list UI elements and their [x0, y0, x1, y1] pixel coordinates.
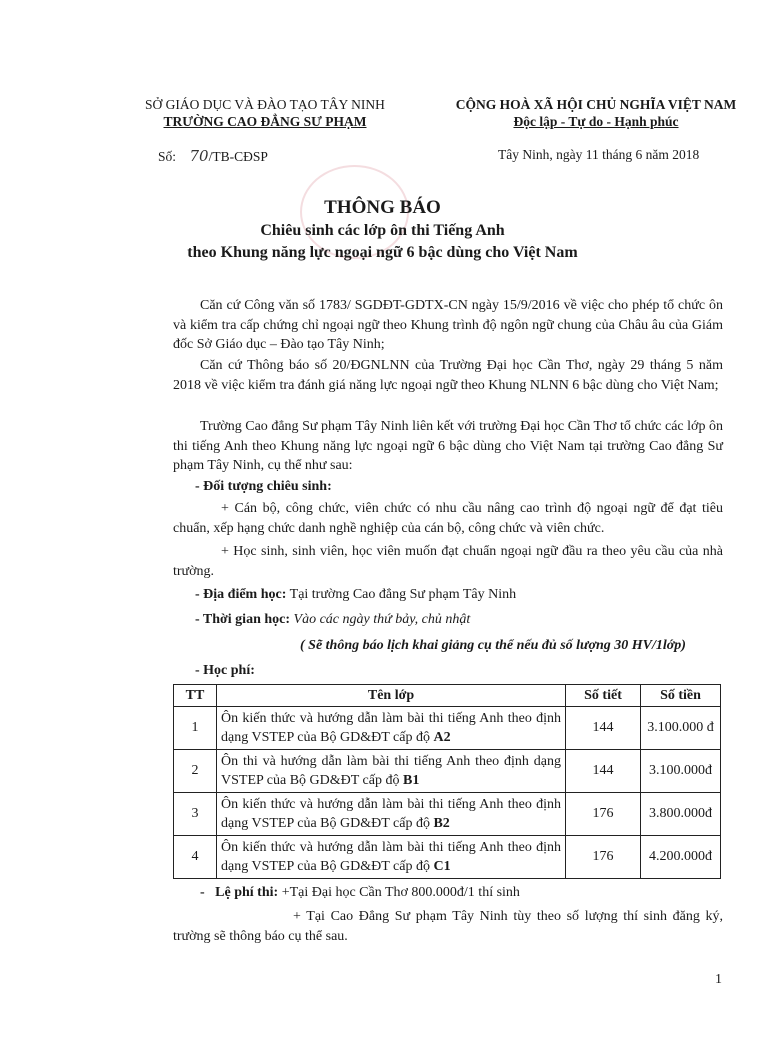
time-value: Vào các ngày thứ bảy, chủ nhật [290, 612, 471, 627]
class-name [217, 750, 566, 793]
class-fee: 3.100.000đ [641, 750, 721, 793]
class-level: A2 [433, 730, 451, 745]
table-row [174, 836, 721, 879]
fee-table [173, 684, 721, 879]
school-name: TRƯỜNG CAO ĐẲNG SƯ PHẠM [163, 114, 367, 129]
class-hours: 144 [566, 707, 641, 750]
class-name [217, 707, 566, 750]
page-number: 1 [715, 972, 722, 987]
class-description: Ôn kiến thức và hướng dẫn làm bài thi tiếng Anh theo định dạng VSTEP của Bộ GD&ĐT cấp độ [221, 797, 561, 831]
subtitle-line-2: theo Khung năng lực ngoại ngữ 6 bậc dùng cho Việt Nam [187, 244, 578, 261]
location-label: - Địa điểm học: [195, 587, 287, 602]
exam-fee-can-tho: +Tại Đại học Cần Thơ 800.000đ/1 thí sinh [278, 885, 520, 900]
col-header-fee: Số tiền [641, 685, 721, 707]
class-level: B1 [402, 773, 420, 788]
fee-table-header-row [174, 685, 721, 707]
row-number: 2 [174, 750, 217, 793]
class-hours: 176 [566, 836, 641, 879]
col-header-class-name: Tên lớp [217, 685, 566, 707]
ministry-name: SỞ GIÁO DỤC VÀ ĐÀO TẠO TÂY NINH [145, 97, 385, 112]
issuer-block [140, 96, 390, 130]
time-line [195, 610, 715, 630]
class-fee: 4.200.000đ [641, 836, 721, 879]
subtitle-line-1: Chiêu sinh các lớp ôn thi Tiếng Anh [260, 222, 505, 239]
paragraph-legal-basis-2: Căn cứ Thông báo số 20/ĐGNLNN của Trường Đại học Cần Thơ, ngày 29 tháng 5 năm 2018 về việc kiểm tra đánh giá năng lực ngoại ngữ theo Khung NLNN 6 bậc dùng cho Việt Nam; [173, 358, 723, 393]
row-number: 1 [174, 707, 217, 750]
col-header-hours: Số tiết [566, 685, 641, 707]
row-number: 4 [174, 836, 217, 879]
class-name [217, 793, 566, 836]
class-fee: 3.100.000 đ [641, 707, 721, 750]
document-number [158, 147, 268, 165]
doc-number-label: Số: [158, 149, 177, 164]
table-row [174, 707, 721, 750]
row-number: 3 [174, 793, 217, 836]
class-name [217, 836, 566, 879]
table-row [174, 793, 721, 836]
issue-date: Tây Ninh, ngày 11 tháng 6 năm 2018 [498, 147, 700, 162]
exam-fee-line: - Lệ phí thi: +Tại Đại học Cần Thơ 800.000đ/1 thí sinh [200, 885, 520, 900]
target-item-students: + Học sinh, sinh viên, học viên muốn đạt chuẩn ngoại ngữ đầu ra theo yêu cầu của nhà trường. [173, 544, 723, 579]
paragraph-announcement: Trường Cao đẳng Sư phạm Tây Ninh liên kết với trường Đại học Cần Thơ tổ chức các lớp ôn thi tiếng Anh theo Khung năng lực ngoại ngữ 6 bậc dùng cho Việt Nam tại trường Cao đẳng Sư phạm Tây Ninh, cụ thể như sau: [173, 419, 723, 473]
time-note: ( Sẽ thông báo lịch khai giảng cụ thể nếu đủ số lượng 30 HV/1lớp) [300, 638, 686, 653]
table-row [174, 750, 721, 793]
fee-heading: - Học phí: [195, 663, 255, 678]
location-line [195, 585, 715, 605]
doc-number-handwritten: 70 [189, 147, 209, 165]
location-value: Tại trường Cao đẳng Sư phạm Tây Ninh [286, 587, 517, 602]
col-header-tt: TT [174, 685, 217, 707]
target-item-staff: + Cán bộ, công chức, viên chức có nhu cầu nâng cao trình độ ngoại ngữ để đạt tiêu chuẩn, xếp hạng chức danh nghề nghiệp của cán bộ, công chức và viên chức. [173, 501, 723, 536]
class-description: Ôn thi và hướng dẫn làm bài thi tiếng Anh theo định dạng VSTEP của Bộ GD&ĐT cấp độ [221, 754, 561, 788]
class-hours: 176 [566, 793, 641, 836]
class-level: B2 [433, 816, 450, 831]
time-label: - Thời gian học: [195, 612, 291, 627]
document-title: THÔNG BÁO [324, 197, 441, 218]
exam-fee-label: Lệ phí thi: [215, 885, 279, 900]
exam-fee-tay-ninh: + Tại Cao Đẳng Sư phạm Tây Ninh tùy theo số lượng thí sinh đăng ký, trường sẽ thông báo cụ thể sau. [173, 909, 723, 944]
class-level: C1 [433, 859, 451, 874]
national-motto: Độc lập - Tự do - Hạnh phúc [513, 114, 679, 129]
class-fee: 3.800.000đ [641, 793, 721, 836]
paragraph-legal-basis-1: Căn cứ Công văn số 1783/ SGDĐT-GDTX-CN ngày 15/9/2016 về việc cho phép tổ chức ôn và kiểm tra cấp chứng chỉ ngoại ngữ theo Khung trình độ ngôn ngữ chung của Châu âu của Giám đốc Sở Giáo dục – Đào tạo Tây Ninh; [173, 298, 723, 352]
class-description: Ôn kiến thức và hướng dẫn làm bài thi tiếng Anh theo định dạng VSTEP của Bộ GD&ĐT cấp độ [221, 840, 561, 874]
republic-name: CỘNG HOÀ XÃ HỘI CHỦ NGHĨA VIỆT NAM [455, 97, 737, 112]
doc-code: /TB-CĐSP [208, 149, 268, 164]
class-hours: 144 [566, 750, 641, 793]
target-heading: - Đối tượng chiêu sinh: [195, 479, 332, 494]
class-description: Ôn kiến thức và hướng dẫn làm bài thi tiếng Anh theo định dạng VSTEP của Bộ GD&ĐT cấp độ [221, 711, 561, 745]
national-header [428, 96, 764, 130]
